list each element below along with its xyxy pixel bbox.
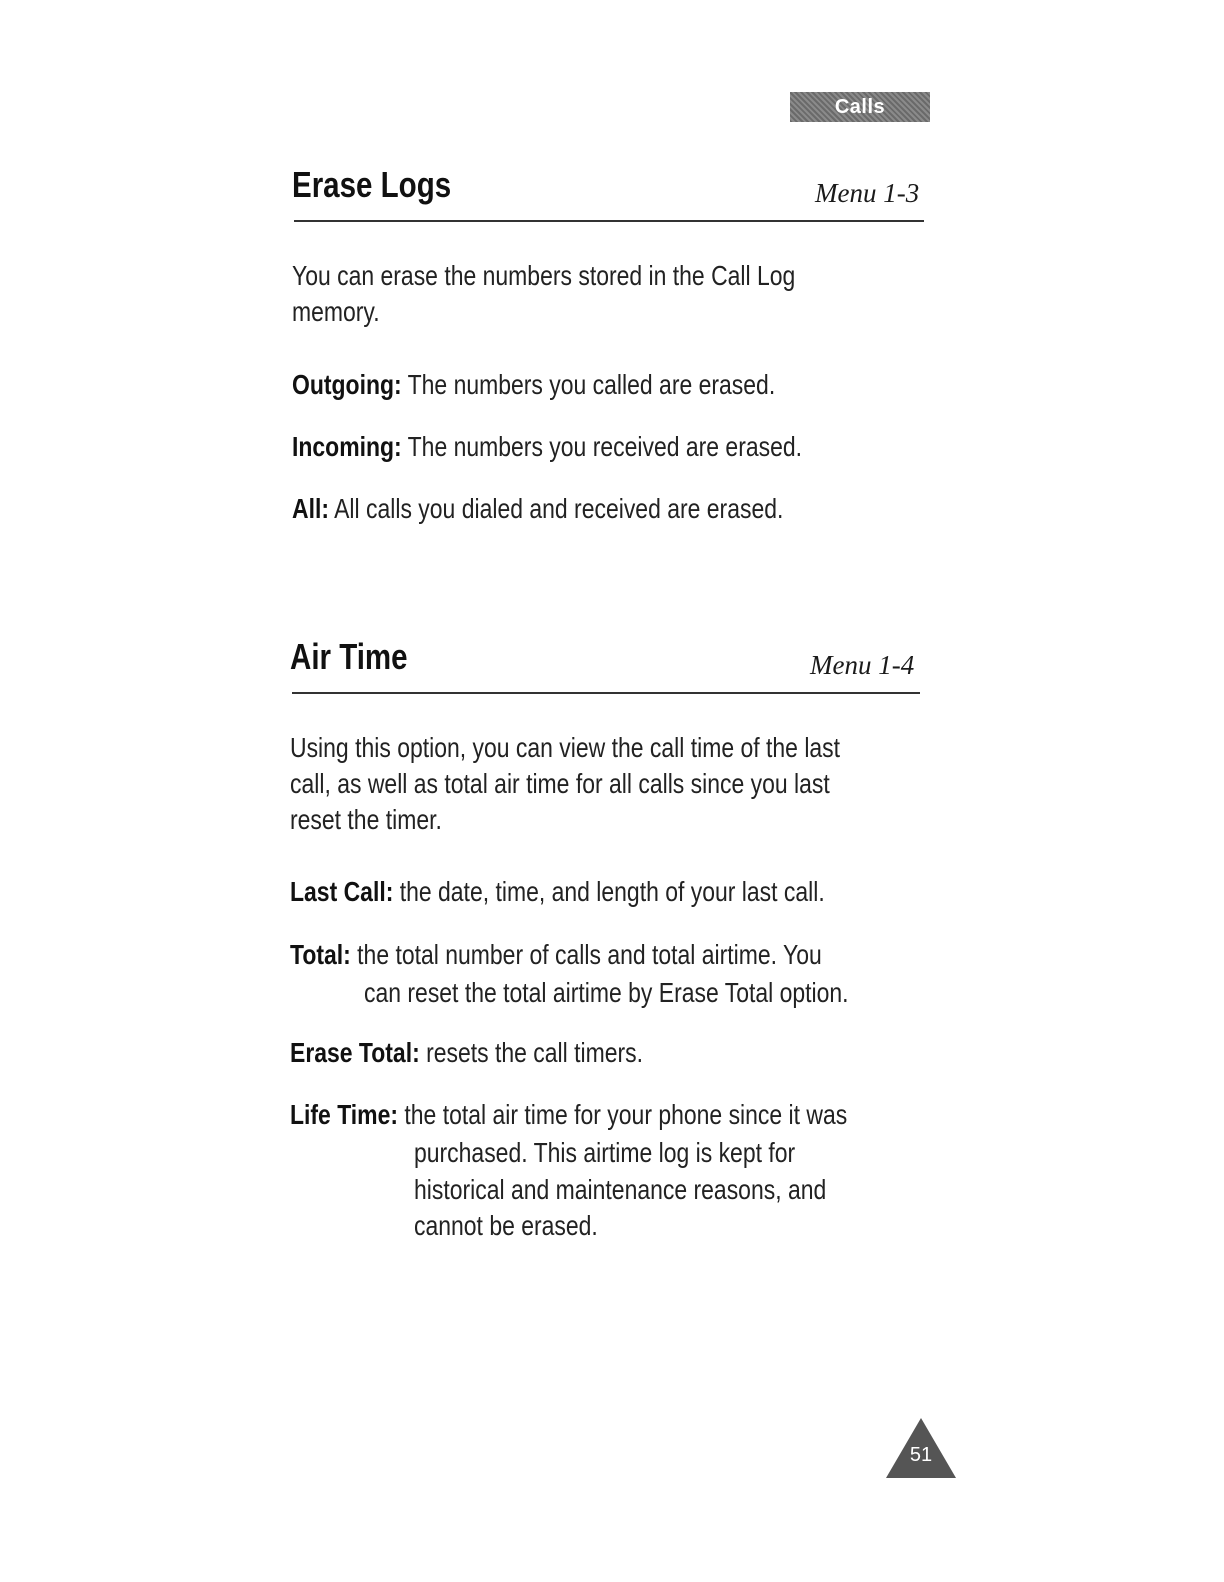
erase-logs-item-incoming [292, 429, 802, 465]
erase-logs-divider [294, 220, 924, 222]
air-time-intro-line: Using this option, you can view the call time of the last [290, 732, 841, 763]
term-description-continuation: can reset the total airtime by Erase Total option. [364, 977, 849, 1008]
term-label: Life Time: [290, 1099, 399, 1130]
erase-logs-intro [292, 258, 795, 330]
air-time-divider [292, 692, 920, 694]
term-description-continuation: purchased. This airtime log is kept for [414, 1137, 796, 1168]
air-time-item-total [290, 937, 822, 973]
air-time-item-life-time [290, 1097, 847, 1133]
air-time-intro-line: reset the timer. [290, 804, 442, 835]
erase-logs-item-outgoing [292, 367, 775, 403]
term-description-continuation: cannot be erased. [414, 1210, 598, 1241]
term-description: The numbers you called are erased. [407, 369, 776, 400]
term-description: The numbers you received are erased. [407, 431, 803, 462]
section-tab-calls: Calls [790, 92, 930, 122]
air-time-intro-line: call, as well as total air time for all calls since you last [290, 768, 830, 799]
erase-logs-item-all [292, 491, 783, 527]
erase-logs-title: Erase Logs [292, 164, 452, 205]
term-label: Outgoing: [292, 369, 402, 400]
air-time-title: Air Time [290, 636, 408, 677]
term-description: the date, time, and length of your last call. [399, 876, 825, 907]
term-description: resets the call timers. [426, 1037, 644, 1068]
air-time-intro [290, 730, 840, 838]
air-time-item-erase-total [290, 1035, 643, 1071]
page-number: 51 [909, 1444, 933, 1466]
term-description: All calls you dialed and received are erased. [334, 493, 784, 524]
term-label: All: [292, 493, 329, 524]
air-time-menu-label: Menu 1-4 [810, 650, 915, 680]
term-description: the total number of calls and total airtime. You [357, 939, 822, 970]
term-label: Incoming: [292, 431, 402, 462]
page-number-marker [884, 1416, 958, 1480]
term-label: Total: [290, 939, 351, 970]
air-time-item-last-call [290, 874, 825, 910]
erase-logs-intro-line: You can erase the numbers stored in the Call Log [292, 260, 796, 291]
term-label: Last Call: [290, 876, 394, 907]
term-description: the total air time for your phone since it was [404, 1099, 848, 1130]
erase-logs-menu-label: Menu 1-3 [815, 178, 920, 208]
erase-logs-intro-line: memory. [292, 296, 380, 327]
term-label: Erase Total: [290, 1037, 420, 1068]
term-description-continuation: historical and maintenance reasons, and [414, 1174, 827, 1205]
